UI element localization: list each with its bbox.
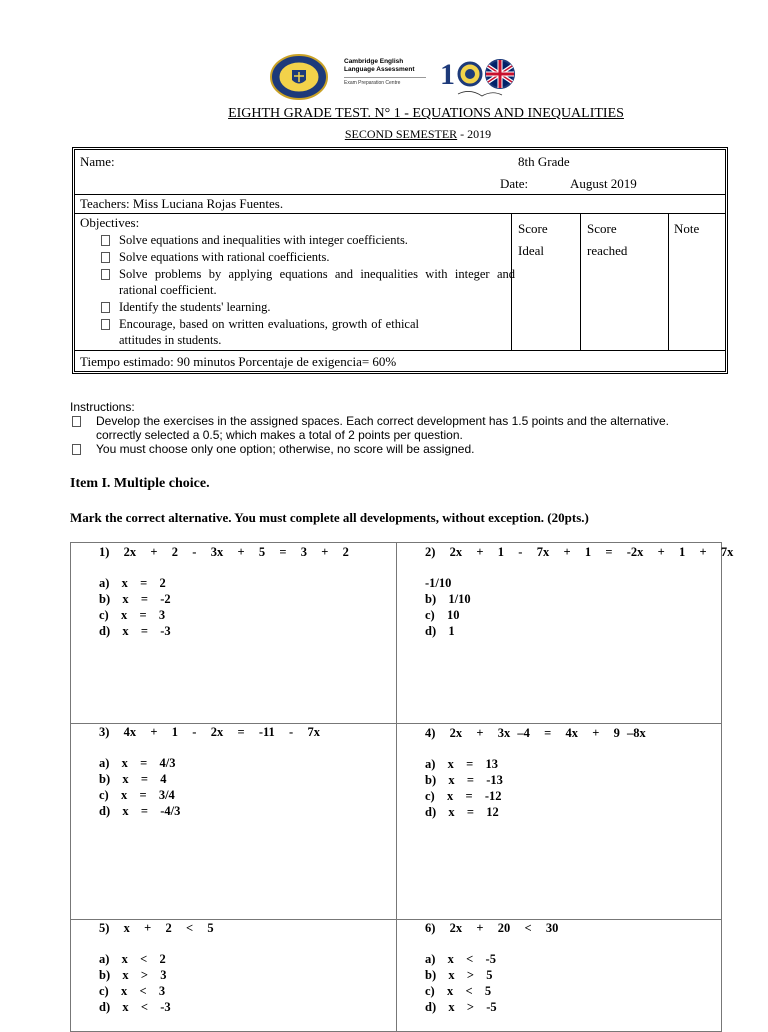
- cambridge-line-1: Cambridge English: [344, 58, 404, 65]
- answer-option[interactable]: b) x = 4: [99, 772, 167, 786]
- answer-option[interactable]: d) x < -3: [99, 1000, 171, 1014]
- question-5: [99, 920, 214, 1015]
- answer-option[interactable]: a) x = 13: [425, 757, 499, 771]
- score-reached-label: Score: [587, 221, 617, 236]
- answer-option[interactable]: -1/10: [425, 576, 452, 590]
- answer-option[interactable]: c) 10: [425, 608, 460, 622]
- name-label: Name:: [80, 154, 115, 169]
- row-objectives: [75, 214, 725, 351]
- grade-label: 8th Grade: [518, 154, 570, 169]
- time-text: Tiempo estimado: 90 minutos Porcentaje de exigencia= 60%: [80, 354, 397, 369]
- divider: [668, 214, 669, 350]
- score-reached-sub: reached: [587, 243, 628, 258]
- test-title: EIGHTH GRADE TEST. N° 1 - EQUATIONS AND INEQUALITIES: [228, 106, 624, 121]
- centenary-logo-icon: [440, 54, 522, 100]
- answer-option[interactable]: b) x = -13: [425, 773, 503, 787]
- divider: [580, 214, 581, 350]
- objective-item: Solve equations and inequalities with integer coefficients.: [97, 232, 515, 248]
- instruction-item: You must choose only one option; otherwise, no score will be assigned.: [70, 442, 710, 456]
- svg-text:1: 1: [440, 58, 455, 91]
- subtitle-semester: SECOND SEMESTER: [344, 127, 458, 141]
- answer-option[interactable]: a) x = 2: [99, 576, 166, 590]
- cambridge-line-2: Language Assessment: [344, 66, 415, 73]
- item-heading: Item I. Multiple choice.: [70, 476, 210, 491]
- objective-item: Encourage, based on written evaluations, growth of ethical attitudes in students.: [97, 316, 419, 348]
- cambridge-logo: [344, 58, 426, 96]
- instructions: [70, 400, 710, 456]
- answer-option[interactable]: d) 1: [425, 624, 455, 638]
- answer-option[interactable]: c) x < 3: [99, 984, 166, 998]
- answer-option[interactable]: b) x = -2: [99, 592, 171, 606]
- school-seal-icon: [270, 54, 328, 100]
- answer-option[interactable]: a) x < 2: [99, 952, 166, 966]
- objective-item: Identify the students' learning.: [97, 299, 515, 315]
- instructions-label: Instructions:: [70, 400, 135, 414]
- row-name: [75, 150, 725, 195]
- answer-option[interactable]: c) x = 3: [99, 608, 166, 622]
- date-value: August 2019: [570, 176, 637, 191]
- note-label: Note: [674, 221, 700, 236]
- answer-option[interactable]: a) x < -5: [425, 952, 496, 966]
- score-ideal-label: Score: [518, 221, 548, 236]
- question-1: [99, 544, 349, 639]
- school-logos: [268, 52, 522, 102]
- objectives-list: [97, 232, 515, 349]
- row-teachers: [75, 195, 725, 214]
- subtitle-year: - 2019: [457, 127, 492, 141]
- answer-option[interactable]: b) 1/10: [425, 592, 471, 606]
- answer-option[interactable]: d) x = -4/3: [99, 804, 181, 818]
- answer-option[interactable]: b) x > 5: [425, 968, 493, 982]
- question-stem: 1) 2x + 2 - 3x + 5 = 3 + 2: [99, 545, 349, 559]
- grid-divider: [396, 543, 397, 1031]
- teachers-text: Teachers: Miss Luciana Rojas Fuentes.: [80, 196, 284, 211]
- question-6: [425, 920, 558, 1015]
- question-2: [425, 544, 733, 639]
- question-stem: 5) x + 2 < 5: [99, 921, 214, 935]
- answer-option[interactable]: b) x > 3: [99, 968, 167, 982]
- answer-option[interactable]: c) x = -12: [425, 789, 502, 803]
- item-instruction: Mark the correct alternative. You must complete all developments, without exception. (20pts.): [70, 510, 589, 525]
- question-stem: 2) 2x + 1 - 7x + 1 = -2x + 1 + 7x: [425, 545, 734, 559]
- divider: [511, 214, 512, 350]
- question-stem: 4) 2x + 3x –4 = 4x + 9 –8x: [425, 726, 646, 740]
- question-stem: 6) 2x + 20 < 30: [425, 921, 559, 935]
- question-3: [99, 724, 320, 819]
- info-table: [72, 147, 728, 374]
- instruction-item: Develop the exercises in the assigned spaces. Each correct development has 1.5 points and the alternative. correctly selected a 0.5; which makes a total of 2 points per question.: [70, 414, 710, 442]
- row-time: [75, 351, 725, 371]
- date-label: Date:: [500, 176, 529, 191]
- objective-item: Solve problems by applying equations and inequalities with integer and rational coefficient.: [97, 266, 515, 298]
- question-4: [425, 725, 646, 820]
- answer-option[interactable]: d) x > -5: [425, 1000, 497, 1014]
- answer-option[interactable]: d) x = -3: [99, 624, 171, 638]
- answer-option[interactable]: d) x = 12: [425, 805, 499, 819]
- answer-option[interactable]: c) x < 5: [425, 984, 492, 998]
- question-stem: 3) 4x + 1 - 2x = -11 - 7x: [99, 725, 320, 739]
- questions-grid: [70, 542, 734, 1032]
- objective-item: Solve equations with rational coefficients.: [97, 249, 515, 265]
- test-subtitle: [0, 127, 768, 142]
- answer-option[interactable]: a) x = 4/3: [99, 756, 176, 770]
- answer-option[interactable]: c) x = 3/4: [99, 788, 175, 802]
- score-ideal-sub: Ideal: [518, 243, 544, 258]
- cambridge-line-3: Exam Preparation Centre: [344, 77, 426, 86]
- objectives-label: Objectives:: [80, 215, 140, 230]
